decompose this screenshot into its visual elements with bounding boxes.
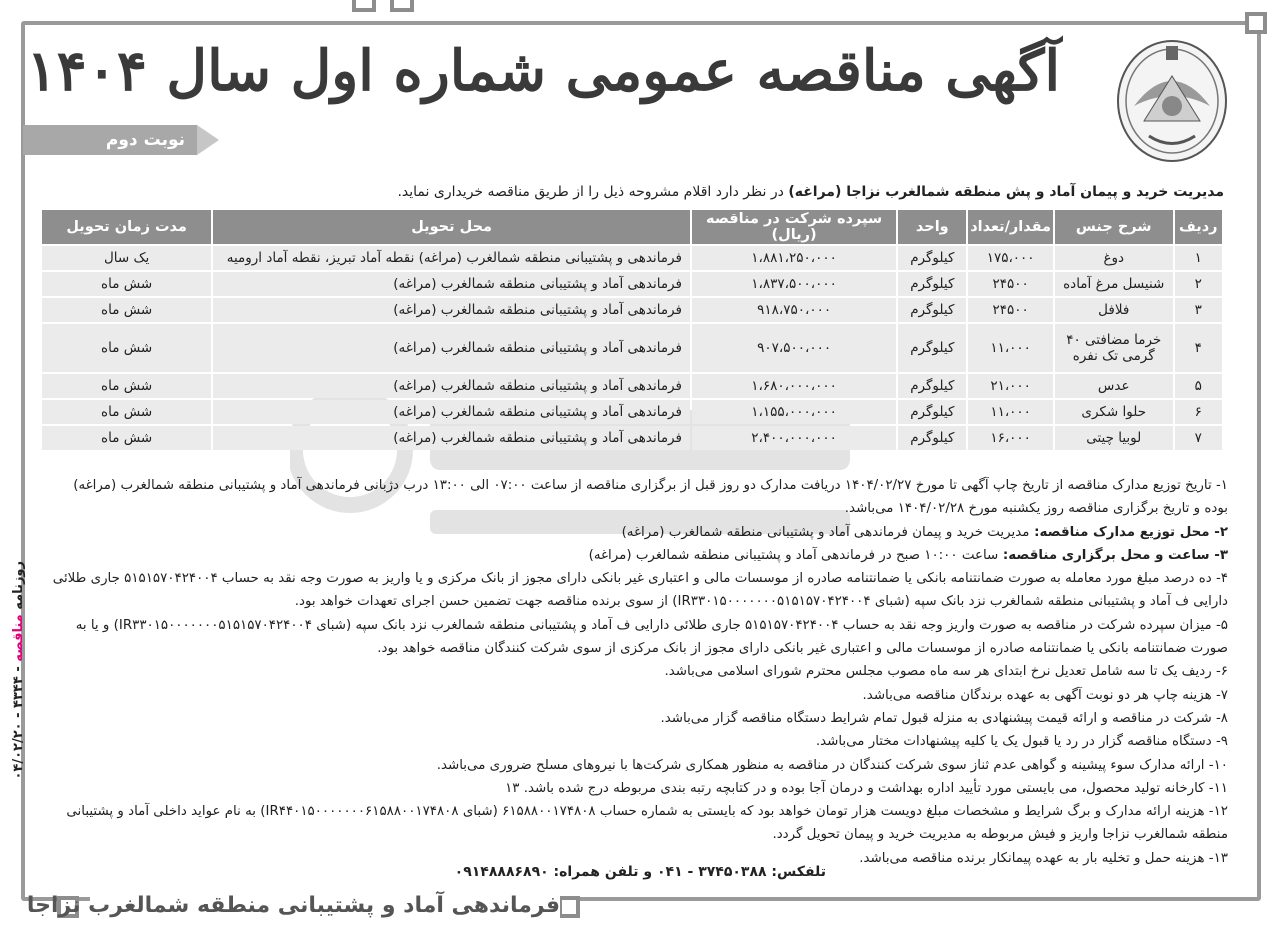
item-description: فلافل [1055, 298, 1173, 322]
condition-text: ۹- دستگاه مناقصه گزار در رد یا قبول یک یا کلیه پیشنهادات مختار می‌باشد. [815, 734, 1228, 750]
condition-item [52, 474, 1228, 521]
row-number: ۲ [1175, 272, 1222, 296]
table-row [42, 426, 1222, 450]
condition-text: ۱۰- ارائه مدارک سوء پیشینه و گواهی عدم ثناز سوی شرکت کنندگان در مناقصه به منظور همکاری شرکت‌ها با نیروهای مسلح ضروری می‌باشد. [436, 757, 1228, 773]
table-row [42, 246, 1222, 270]
tender-table [40, 208, 1224, 452]
item-description: حلوا شکری [1055, 400, 1173, 424]
newspaper-reference [11, 561, 33, 780]
intro-text [44, 184, 1224, 200]
condition-item [52, 730, 1228, 753]
deposit-amount: ۹۱۸،۷۵۰،۰۰۰ [692, 298, 896, 322]
delivery-period: شش ماه [42, 298, 211, 322]
condition-heading: ۲- محل توزیع مدارک مناقصه: [1029, 524, 1228, 540]
delivery-location: فرماندهی آماد و پشتیبانی منطقه شمالغرب (مراغه) [213, 324, 690, 372]
row-number: ۵ [1175, 374, 1222, 398]
delivery-period: شش ماه [42, 324, 211, 372]
intro-org: مدیریت خرید و پیمان آماد و پش منطقه شمالغرب نزاجا (مراغه) [788, 184, 1224, 200]
newspaper-brand: مناقصه [11, 614, 26, 662]
condition-item [52, 521, 1228, 544]
round-badge [23, 125, 197, 155]
item-description: عدس [1055, 374, 1173, 398]
deposit-amount: ۹۰۷،۵۰۰،۰۰۰ [692, 324, 896, 372]
item-quantity: ۲۴۵۰۰ [968, 272, 1053, 296]
item-unit: کیلوگرم [898, 374, 966, 398]
delivery-location: فرماندهی آماد و پشتیبانی منطقه شمالغرب (مراغه) [213, 298, 690, 322]
row-number: ۱ [1175, 246, 1222, 270]
item-quantity: ۱۱،۰۰۰ [968, 324, 1053, 372]
frame-ornament [352, 0, 376, 12]
intro-rest: در نظر دارد اقلام مشروحه ذیل را از طریق مناقصه خریداری نماید. [397, 184, 789, 200]
table-row [42, 324, 1222, 372]
header-cell: محل تحویل [213, 210, 690, 244]
table-row [42, 272, 1222, 296]
delivery-period: یک سال [42, 246, 211, 270]
item-quantity: ۲۴۵۰۰ [968, 298, 1053, 322]
condition-text: ۶- ردیف یک تا سه شامل تعدیل نرخ ابتدای هر سه ماه مصوب مجلس محترم شورای اسلامی می‌باشد. [664, 664, 1228, 680]
item-quantity: ۱۱،۰۰۰ [968, 400, 1053, 424]
item-description: دوغ [1055, 246, 1173, 270]
condition-item [52, 544, 1228, 567]
conditions-list [52, 474, 1228, 870]
item-quantity: ۱۷۵،۰۰۰ [968, 246, 1053, 270]
condition-text: ۸- شرکت در مناقصه و ارائه قیمت پیشنهادی به منزله قبول تمام شرایط دستگاه مناقصه گزار می‌باشد. [660, 710, 1228, 726]
condition-text: مدیریت خرید و پیمان فرماندهی آماد و پشتیبانی منطقه شمالغرب (مراغه) [621, 524, 1030, 540]
item-unit: کیلوگرم [898, 246, 966, 270]
condition-text: ۱۳- هزینه حمل و تخلیه بار به عهده پیمانکار برنده مناقصه می‌باشد. [859, 850, 1228, 866]
row-number: ۳ [1175, 298, 1222, 322]
header-cell: شرح جنس [1055, 210, 1173, 244]
condition-item [52, 754, 1228, 777]
footer-organization: فرماندهی آماد و پشتیبانی منطقه شمالغرب نزاجا [26, 893, 560, 918]
item-description: لوبیا چیتی [1055, 426, 1173, 450]
frame-ornament [390, 0, 414, 12]
page-title: آگهی مناقصه عمومی شماره اول سال ۱۴۰۴ [26, 38, 1060, 104]
item-unit: کیلوگرم [898, 298, 966, 322]
frame-corner [558, 896, 580, 918]
condition-item [52, 777, 1228, 800]
item-quantity: ۱۶،۰۰۰ [968, 426, 1053, 450]
delivery-period: شش ماه [42, 374, 211, 398]
item-unit: کیلوگرم [898, 400, 966, 424]
condition-text: ۱۲- هزینه ارائه مدارک و برگ شرایط و مشخصات مبلغ دویست هزار تومان خواهد بود که بایستی به شماره حساب ۶۱۵۸۸۰۰۱۷۴۸۰۸ (شبای IR۴۴۰۱۵۰۰۰۰۰۰۰۶۱۵۸۸۰۰۱۷۴۸۰۸) به نام عواید داخلی آماد و پشتیبانی منطقه شمالغرب نزاجا واریز و فیش مربوطه به مدیریت خرید و پیمان تحویل گردد. [66, 804, 1228, 843]
frame-corner [1245, 12, 1267, 34]
table-row [42, 400, 1222, 424]
delivery-period: شش ماه [42, 426, 211, 450]
delivery-location: فرماندهی آماد و پشتیبانی منطقه شمالغرب (مراغه) [213, 426, 690, 450]
condition-heading: ۳- ساعت و محل برگزاری مناقصه: [998, 547, 1228, 563]
table-row [42, 298, 1222, 322]
newspaper-issue: - ۴۳۴۴ - ۰۴/۰۲/۲۰ [11, 666, 26, 780]
condition-item [52, 660, 1228, 683]
header-cell: مقدار/تعداد [968, 210, 1053, 244]
condition-item [52, 707, 1228, 730]
condition-item [52, 800, 1228, 847]
item-description: شنیسل مرغ آماده [1055, 272, 1173, 296]
condition-item [52, 614, 1228, 661]
row-number: ۶ [1175, 400, 1222, 424]
row-number: ۷ [1175, 426, 1222, 450]
deposit-amount: ۱،۸۸۱،۲۵۰،۰۰۰ [692, 246, 896, 270]
deposit-amount: ۱،۱۵۵،۰۰۰،۰۰۰ [692, 400, 896, 424]
round-badge-label: نوبت دوم [105, 130, 185, 150]
condition-item [52, 567, 1228, 614]
table-header-row [42, 210, 1222, 244]
condition-text: ۵- میزان سپرده شرکت در مناقصه به صورت واریز وجه نقد به حساب ۵۱۵۱۵۷۰۴۲۴۰۰۴ جاری طلائی دارایی ف آماد و پشتیبانی منطقه شمالغرب نزد بانک سپه (شبای IR۳۳۰۱۵۰۰۰۰۰۰۰۵۱۵۱۵۷۰۴۲۴۰۰۴) و یا به صورت ضمانتنامه بانکی یا ضمانتنامه صادره از موسسات مالی و اعتباری غیر بانکی دارای مجوز از بانک مرکزی از سوی شرکت کنندگان مناقصه خواهد بود. [75, 617, 1228, 657]
item-description: خرما مضافتی ۴۰ گرمی تک نفره [1055, 324, 1173, 372]
item-quantity: ۲۱،۰۰۰ [968, 374, 1053, 398]
header-cell: ردیف [1175, 210, 1222, 244]
condition-text: ۱۱- کارخانه تولید محصول، می بایستی مورد تأیید اداره بهداشت و درمان آجا بوده و در کتابچه رتبه بندی مربوطه درج شده باشد. ۱۳ [505, 780, 1228, 796]
table-row [42, 374, 1222, 398]
item-unit: کیلوگرم [898, 272, 966, 296]
army-emblem-icon [1114, 36, 1230, 166]
item-unit: کیلوگرم [898, 426, 966, 450]
delivery-location: فرماندهی آماد و پشتیبانی منطقه شمالغرب (مراغه) [213, 374, 690, 398]
delivery-period: شش ماه [42, 400, 211, 424]
deposit-amount: ۱،۶۸۰،۰۰۰،۰۰۰ [692, 374, 896, 398]
condition-text: ۱- تاریخ توزیع مدارک مناقصه از تاریخ چاپ آگهی تا مورخ ۱۴۰۴/۰۲/۲۷ دریافت مدارک دو روز قبل از برگزاری مناقصه از ساعت ۰۷:۰۰ الی ۱۳:۰۰ درب دژبانی فرماندهی آماد و پشتیبانی منطقه شمالغرب (مراغه) بوده و تاریخ برگزاری مناقصه روز یکشنبه مورخ ۱۴۰۴/۰۲/۲۸ می‌باشد. [73, 478, 1228, 517]
deposit-amount: ۱،۸۳۷،۵۰۰،۰۰۰ [692, 272, 896, 296]
delivery-location: فرماندهی آماد و پشتیبانی منطقه شمالغرب (مراغه) [213, 272, 690, 296]
condition-text: ساعت ۱۰:۰۰ صبح در فرماندهی آماد و پشتیبانی منطقه شمالغرب (مراغه) [588, 547, 999, 563]
newspaper-prefix: روزنامه [11, 561, 26, 610]
contact-info: تلفکس: ۳۷۴۵۰۳۸۸ - ۰۴۱ و تلفن همراه: ۰۹۱۴۸۸۸۶۸۹۰ [454, 864, 826, 880]
header-cell: واحد [898, 210, 966, 244]
delivery-location: فرماندهی آماد و پشتیبانی منطقه شمالغرب (مراغه) [213, 400, 690, 424]
condition-item [52, 684, 1228, 707]
condition-text: ۷- هزینه چاپ هر دو نوبت آگهی به عهده برندگان مناقصه می‌باشد. [862, 687, 1228, 703]
condition-text: ۴- ده درصد مبلغ مورد معامله به صورت ضمانتنامه بانکی یا ضمانتنامه صادره از موسسات مالی و اعتباری غیر بانکی دارای مجوز از بانک مرکزی و یا واریز به صورت وجه نقد به حساب ۵۱۵۱۵۷۰۴۲۴۰۰۴ جاری طلائی دارایی ف آماد و پشتیبانی منطقه شمالغرب نزد بانک سپه (شبای IR۳۳۰۱۵۰۰۰۰۰۰۰۵۱۵۱۵۷۰۴۲۴۰۰۴) از سوی برنده مناقصه جهت تضمین حسن اجرای تعهدات خواهد بود. [52, 571, 1228, 610]
delivery-location: فرماندهی و پشتیبانی منطقه شمالغرب (مراغه) نقطه آماد تبریز، نقطه آماد ارومیه [213, 246, 690, 270]
row-number: ۴ [1175, 324, 1222, 372]
header-cell: مدت زمان تحویل [42, 210, 211, 244]
deposit-amount: ۲،۴۰۰،۰۰۰،۰۰۰ [692, 426, 896, 450]
delivery-period: شش ماه [42, 272, 211, 296]
header-cell: سپرده شرکت در مناقصه (ریال) [692, 210, 896, 244]
item-unit: کیلوگرم [898, 324, 966, 372]
